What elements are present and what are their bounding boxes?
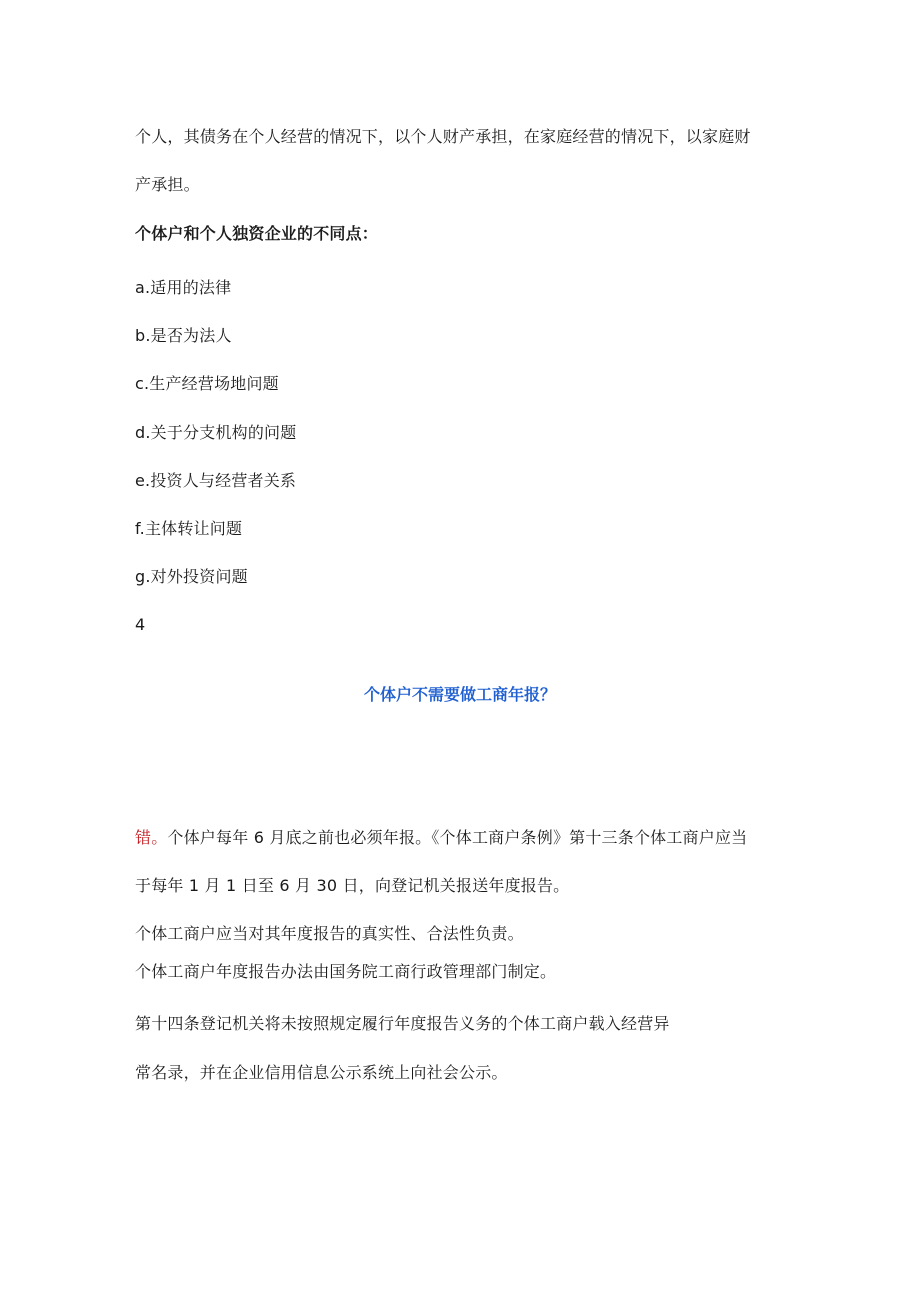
para1-line1: 个人，其债务在个人经营的情况下，以个人财产承担，在家庭经营的情况下，以家庭财 — [135, 127, 751, 146]
answer-line1 — [135, 828, 747, 848]
answer-line3: 个体工商户应当对其年度报告的真实性、合法性负责。 — [135, 924, 524, 943]
answer-line5: 第十四条登记机关将未按照规定履行年度报告义务的个体工商户载入经营异 — [135, 1014, 670, 1033]
differences-title: 个体户和个人独资企业的不同点： — [135, 224, 379, 243]
answer-line4: 个体工商户年度报告办法由国务院工商行政管理部门制定。 — [135, 962, 557, 981]
difference-item-e: e.投资人与经营者关系 — [135, 471, 297, 490]
section-heading: 个体户不需要做工商年报？ — [363, 685, 556, 704]
section-number: 4 — [135, 615, 146, 634]
difference-item-d: d.关于分支机构的问题 — [135, 423, 297, 442]
difference-item-g: g.对外投资问题 — [135, 567, 248, 586]
answer-line1-text: 个体户每年 6 月底之前也必须年报。《个体工商户条例》第十三条个体工商户应当 — [167, 828, 748, 847]
difference-item-c: c.生产经营场地问题 — [135, 374, 279, 393]
answer-line2: 于每年 1 月 1 日至 6 月 30 日，向登记机关报送年度报告。 — [135, 876, 570, 895]
difference-item-b: b.是否为法人 — [135, 326, 232, 345]
difference-item-f: f.主体转让问题 — [135, 519, 243, 538]
para1-line2: 产承担。 — [135, 175, 200, 194]
difference-item-a: a.适用的法律 — [135, 278, 232, 297]
answer-line6: 常名录，并在企业信用信息公示系统上向社会公示。 — [135, 1063, 508, 1082]
answer-verdict: 错。 — [135, 828, 168, 847]
